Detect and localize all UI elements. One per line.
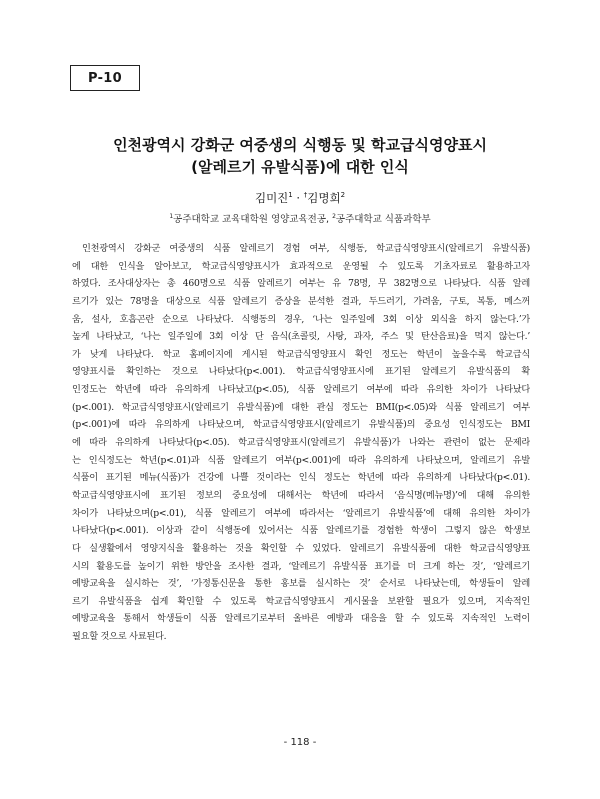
author-affiliation-marker: 1 (288, 191, 293, 200)
abstract-line: 예방교육을 통해서 학생들이 식품 알레르기로부터 올바른 예방과 대응을 할 수 있도록 지속적인 노력이 (72, 613, 530, 625)
abstract-line: 차이가 나타났으며(p<.01), 식품 알레르기 여부에 따라서는 ‘알레르기 유발식품’에 대해 유의한 차이가 (72, 507, 530, 519)
page-number: - 118 - (283, 737, 317, 748)
abstract-line: 하였다. 조사대상자는 총 460명으로 식품 알레르기 여부는 유 78명, 무 382명으로 나타났다. 식품 알레 (72, 278, 530, 290)
author-name: 김명희 (307, 191, 341, 205)
abstract-line: 학교급식영양표시에 표기된 정보의 중요성에 대해서는 학년에 따라서 ‘음식명(메뉴명)’에 대해 유의한 (72, 489, 530, 501)
affiliations (40, 211, 560, 225)
abstract-line: 식품이 표기된 메뉴(식품)가 건강에 나쁠 것이라는 인식 정도는 학년에 따라 유의하게 나타났다(p<.01). (72, 472, 530, 484)
abstract-line: (p<.001)에 따라 유의하게 나타났으며, 학교급식영양표시(알레르기 유발식품)의 중요성 인식정도는 BMI (72, 419, 530, 431)
abstract-line: 필요할 것으로 사료된다. (72, 631, 167, 643)
abstract-line: 인정도는 학년에 따라 유의하게 나타났고(p<.05), 식품 알레르기 여부에 따라 유의한 차이가 나타났다 (72, 384, 530, 396)
abstract-line: 시의 활용도를 높이기 위한 방안을 조사한 결과, ‘알레르기 유발식품 표기를 더 크게 하는 것’, ‘알레르기 (72, 560, 530, 572)
author-affiliation-marker: 2 (340, 191, 346, 200)
affiliation-marker: 1 (169, 212, 174, 220)
author-list (40, 190, 560, 206)
affiliation-text: 공주대학교 교육대학원 영양교육전공, (173, 214, 333, 225)
page-code-label: P-10 (70, 65, 140, 91)
abstract-line: (p<.001). 학교급식영양표시(알레르기 유발식품)에 대한 관심 정도는 BMI(p<.05)와 식품 알레르기 여부 (72, 401, 530, 413)
author-separator: · (292, 191, 304, 205)
abstract-line: 가 낮게 나타났다. 학교 홈페이지에 게시된 학교급식영양표시 확인 정도는 학년이 높을수록 학교급식 (72, 348, 530, 360)
abstract-line: 영양표시를 확인하는 것으로 나타났다(p<.001). 학교급식영양표시에 표기된 알레르기 유발식품의 확 (72, 366, 530, 378)
abstract-line: 는 인식정도는 학년(p<.01)과 식품 알레르기 여부(p<.001)에 따라 유의하게 나타났으며, 알레르기 유발 (72, 454, 530, 466)
abstract-line: 르기 유발식품을 쉽게 확인할 수 있도록 학교급식영양표시 게시물을 보완할 필요가 있으며, 지속적인 (72, 595, 530, 607)
abstract-line: 예방교육을 실시하는 것’, ‘가정통신문을 통한 홍보를 실시하는 것’ 순서로 나타났는데, 학생들이 알레 (72, 578, 530, 590)
abstract-line: 다 실생활에서 영양지식을 활용하는 것을 확인할 수 있었다. 알레르기 유발식품에 대한 학교급식영양표 (72, 542, 530, 554)
paper-title-line-2: (알레르기 유발식품)에 대한 인식 (191, 158, 409, 176)
author-name: 김미진 (254, 191, 289, 205)
corresponding-author-marker: † (303, 191, 308, 200)
abstract-line: 움, 설사, 호흡곤란 순으로 나타났다. 식행동의 경우, ‘나는 일주일에 3회 이상 외식을 하지 않는다.’가 (72, 313, 530, 325)
paper-title-line-1: 인천광역시 강화군 여중생의 식행동 및 학교급식영양표시 (113, 136, 487, 154)
abstract-line: 나타났다(p<.001). 이상과 같이 식행동에 있어서는 식품 알레르기를 경험한 학생이 그렇지 않은 학생보 (72, 525, 530, 537)
affiliation-text: 공주대학교 식품과학부 (335, 214, 431, 225)
abstract-body (72, 240, 530, 646)
abstract-line: 높게 나타났고, ‘나는 일주일에 3회 이상 단 음식(초콜릿, 사탕, 과자, 주스 및 탄산음료)을 먹지 않는다.’ (72, 331, 530, 343)
abstract-line: 르기가 있는 78명을 대상으로 식품 알레르기 증상을 분석한 결과, 두드러기, 가려움, 구토, 복통, 메스꺼 (72, 295, 530, 307)
abstract-line: 인천광역시 강화군 여중생의 식품 알레르기 경험 여부, 식행동, 학교급식영양표시(알레르기 유발식품) (82, 243, 530, 254)
abstract-line: 에 따라 유의하게 나타났다(p<.05). 학교급식영양표시(알레르기 유발식품)가 나와는 관련이 없는 문제라 (72, 437, 530, 449)
affiliation-marker: 2 (332, 212, 336, 220)
abstract-line: 에 대한 인식을 알아보고, 학교급식영양표시가 효과적으로 운영될 수 있도록 기초자료로 활용하고자 (72, 260, 530, 272)
